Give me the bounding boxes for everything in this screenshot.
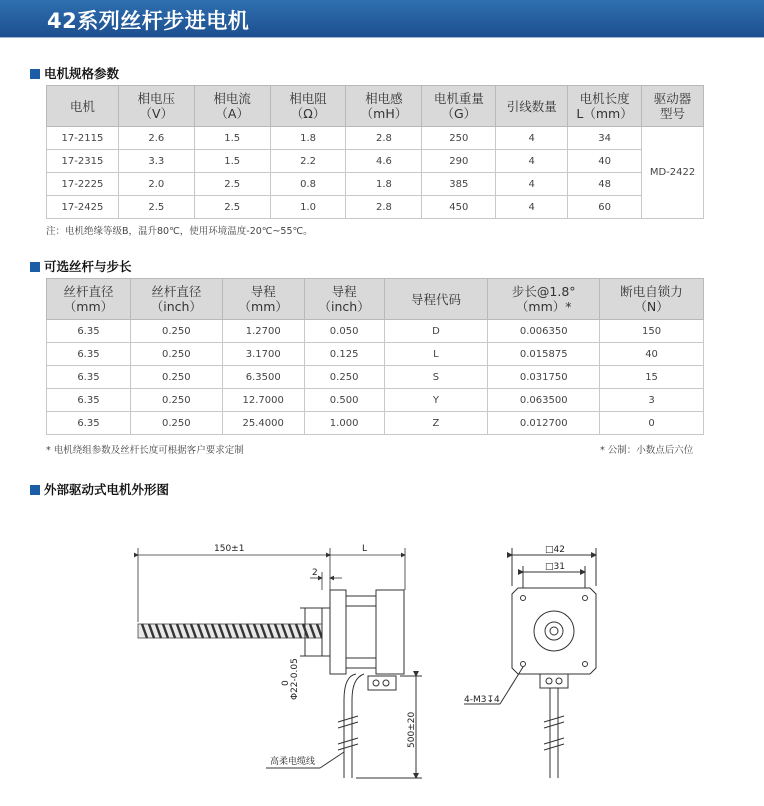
- table-cell: 2.2: [270, 150, 346, 173]
- table-cell: 2.5: [194, 173, 270, 196]
- table-cell: D: [384, 320, 488, 343]
- dim-square-inner: □31: [545, 562, 565, 572]
- table-cell: 3.1700: [222, 343, 304, 366]
- table-cell: 0.8: [270, 173, 346, 196]
- table-cell: 450: [422, 196, 496, 219]
- table-cell: 0.012700: [488, 412, 600, 435]
- table-cell: 0.250: [130, 412, 222, 435]
- table-cell: 6.3500: [222, 366, 304, 389]
- header-line-2: （mm）: [238, 299, 288, 314]
- table-cell: 3.3: [118, 150, 194, 173]
- table-cell: 6.35: [47, 320, 131, 343]
- header-line-2: （inch）: [318, 299, 370, 314]
- page-title: 42系列丝杆步进电机: [47, 9, 250, 33]
- table-cell: 12.7000: [222, 389, 304, 412]
- table-cell: 290: [422, 150, 496, 173]
- table-cell: 1.000: [304, 412, 384, 435]
- driver-model-cell: MD-2422: [642, 127, 704, 219]
- table-cell: 0.006350: [488, 320, 600, 343]
- table-cell: 1.5: [194, 127, 270, 150]
- section-heading-text: 外部驱动式电机外形图: [44, 482, 170, 497]
- table-cell: Z: [384, 412, 488, 435]
- table-cell: 6.35: [47, 366, 131, 389]
- table-cell: 1.8: [270, 127, 346, 150]
- header-line-1: 引线数量: [506, 98, 557, 114]
- table-cell: 4: [496, 127, 568, 150]
- header-line-2: L（mm）: [576, 106, 633, 121]
- table-cell: 4: [496, 196, 568, 219]
- table-cell: L: [384, 343, 488, 366]
- custom-note: * 电机绕组参数及丝杆长度可根据客户要求定制: [46, 445, 244, 456]
- table-cell: 0.250: [130, 366, 222, 389]
- header-line-2: 型号: [660, 106, 686, 121]
- table-cell: 25.4000: [222, 412, 304, 435]
- spec-note: 注：电机绝缘等级B，温升80℃，使用环境温度-20℃~55℃。: [46, 226, 313, 237]
- lead-screw: [138, 624, 326, 638]
- header-line-1: 导程代码: [410, 291, 461, 307]
- header-line-1: 丝杆直径: [151, 284, 202, 299]
- table-cell: 0.500: [304, 389, 384, 412]
- table-cell: 2.0: [118, 173, 194, 196]
- header-line-1: 步长@1.8°: [511, 284, 576, 299]
- dim-body-length: L: [362, 544, 368, 554]
- table-cell: 1.0: [270, 196, 346, 219]
- header-line-1: 电机重量: [433, 91, 484, 106]
- motor-body-side: [322, 590, 404, 690]
- dim-boss-dia: Φ22-0.05: [290, 658, 300, 700]
- table-cell: 4: [496, 150, 568, 173]
- table-cell: 0.250: [130, 343, 222, 366]
- table-cell: 0.250: [304, 366, 384, 389]
- table-cell: 0.031750: [488, 366, 600, 389]
- dim-flange: 2: [312, 568, 318, 578]
- dim-mount-holes: 4-M3↧4: [464, 695, 500, 705]
- table-cell: 6.35: [47, 412, 131, 435]
- table-cell: Y: [384, 389, 488, 412]
- header-line-1: 相电阻: [289, 91, 327, 106]
- table-cell: 0.015875: [488, 343, 600, 366]
- table-cell: 17-2425: [47, 196, 119, 219]
- header-line-1: 相电流: [213, 91, 251, 106]
- table-cell: 2.5: [194, 196, 270, 219]
- table-cell: 6.35: [47, 343, 131, 366]
- table-cell: 0.063500: [488, 389, 600, 412]
- header-line-1: 导程: [331, 284, 357, 299]
- header-line-1: 电机长度: [579, 91, 630, 106]
- header-line-2: （mm）: [63, 299, 114, 314]
- table-cell: 2.5: [118, 196, 194, 219]
- header-line-2: （G）: [441, 106, 477, 121]
- header-line-2: （mH）: [360, 106, 408, 121]
- table-cell: 385: [422, 173, 496, 196]
- header-line-2: （Ω）: [290, 106, 326, 121]
- table-cell: 1.8: [346, 173, 422, 196]
- dim-screw-length: 150±1: [214, 544, 245, 554]
- table-cell: 60: [568, 196, 642, 219]
- table-cell: 150: [600, 320, 704, 343]
- table-cell: 17-2315: [47, 150, 119, 173]
- dim-cable-length: 500±20: [407, 711, 417, 748]
- section-heading-text: 可选丝杆与步长: [44, 259, 132, 274]
- header-line-2: （V）: [139, 106, 174, 121]
- table-cell: 15: [600, 366, 704, 389]
- table-cell: 4.6: [346, 150, 422, 173]
- header-line-2: （mm）*: [515, 299, 572, 314]
- table-cell: 0.250: [130, 320, 222, 343]
- metric-note: * 公制：小数点后六位: [600, 445, 694, 456]
- table-cell: 2.8: [346, 196, 422, 219]
- table-cell: 3: [600, 389, 704, 412]
- table-cell: 17-2225: [47, 173, 119, 196]
- table-cell: 2.8: [346, 127, 422, 150]
- header-line-1: 电机: [69, 98, 95, 114]
- dim-boss-tol: 0: [281, 680, 291, 686]
- header-line-1: 驱动器: [653, 91, 692, 106]
- header-line-1: 导程: [250, 284, 276, 299]
- header-line-1: 相电感: [365, 91, 403, 106]
- table-cell: S: [384, 366, 488, 389]
- section-heading-text: 电机规格参数: [44, 66, 120, 81]
- table-cell: 250: [422, 127, 496, 150]
- header-line-1: 相电压: [137, 91, 176, 106]
- table-cell: 40: [600, 343, 704, 366]
- table-cell: 6.35: [47, 389, 131, 412]
- header-line-2: （N）: [634, 299, 669, 314]
- header-line-2: （A）: [215, 106, 249, 121]
- header-line-1: 丝杆直径: [63, 284, 114, 299]
- table-cell: 0.125: [304, 343, 384, 366]
- table-cell: 1.2700: [222, 320, 304, 343]
- dim-square-outer: □42: [545, 545, 565, 555]
- table-cell: 0: [600, 412, 704, 435]
- header-line-2: （inch）: [150, 299, 202, 314]
- cable-label: 高柔电缆线: [270, 757, 316, 767]
- table-cell: 0.250: [130, 389, 222, 412]
- header-line-1: 断电自锁力: [620, 284, 683, 299]
- table-cell: 1.5: [194, 150, 270, 173]
- table-cell: 4: [496, 173, 568, 196]
- table-cell: 34: [568, 127, 642, 150]
- table-cell: 40: [568, 150, 642, 173]
- table-cell: 17-2115: [47, 127, 119, 150]
- table-cell: 2.6: [118, 127, 194, 150]
- table-cell: 48: [568, 173, 642, 196]
- table-cell: 0.050: [304, 320, 384, 343]
